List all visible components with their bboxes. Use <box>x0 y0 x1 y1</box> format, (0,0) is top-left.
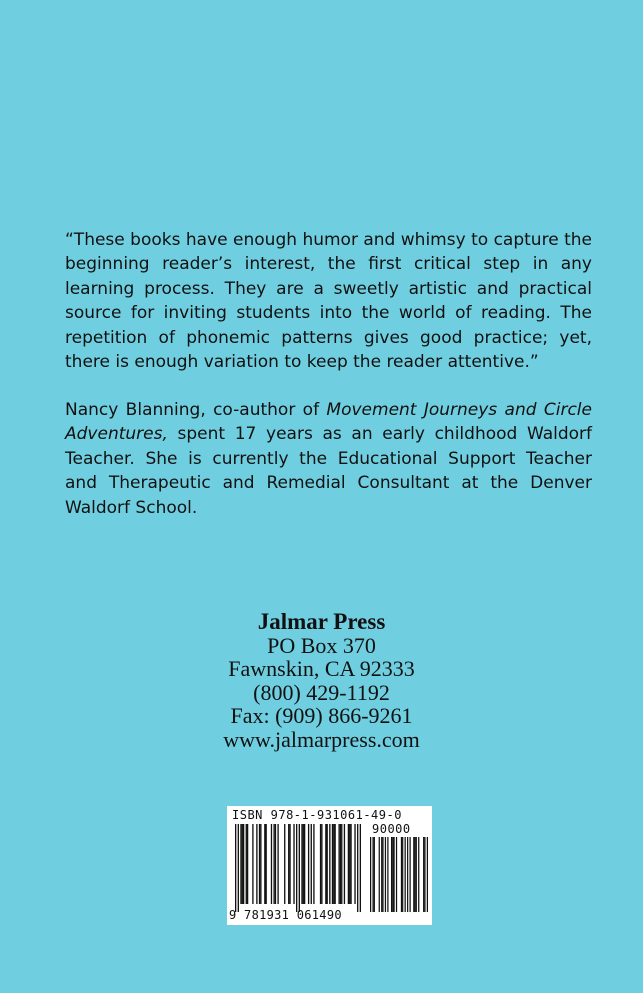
barcode-bar <box>293 824 294 904</box>
barcode-bar <box>338 824 339 904</box>
barcode-bar <box>357 824 358 912</box>
addon-bar <box>416 837 417 912</box>
barcode-bar <box>313 824 314 904</box>
review-quote: “These books have enough humor and whimsy to capture the beginning reader’s interest, the first critical step in any learning process. They are a sweetly artistic and practical source for inviting students into the world of reading. The repetition of phonemic patterns gives good practice; yet, there is enough variation to keep the reader attentive.” <box>65 230 592 373</box>
publisher-website: www.jalmarpress.com <box>223 726 420 752</box>
barcode-bar <box>264 824 265 904</box>
barcode-bar <box>243 824 244 904</box>
barcode-bar <box>277 824 278 904</box>
barcode-bar <box>340 824 341 904</box>
isbn-barcode <box>227 806 432 925</box>
publisher-name: Jalmar Press <box>257 609 386 634</box>
barcode-bar <box>354 824 355 904</box>
barcode-bar <box>252 824 253 904</box>
addon-bar <box>372 837 373 912</box>
barcode-bar <box>304 824 305 904</box>
barcode-bar <box>235 824 236 912</box>
barcode-bar <box>271 824 272 904</box>
barcode-bar <box>288 824 289 904</box>
barcode-bar <box>296 824 297 912</box>
barcode-bar <box>332 824 333 904</box>
isbn-text: ISBN 978-1-931061-49-0 <box>232 808 402 822</box>
addon-bar <box>401 837 402 912</box>
publisher-block <box>0 610 643 751</box>
barcode-bar <box>341 824 342 904</box>
publisher-city: Fawnskin, CA 92333 <box>228 656 415 681</box>
author-bio <box>65 398 592 520</box>
barcode-bar <box>321 824 322 904</box>
addon-bar <box>385 837 386 912</box>
barcode-bar <box>301 824 302 904</box>
addon-bar <box>424 837 425 912</box>
addon-bar <box>392 837 393 912</box>
bio-suffix: spent 17 years as an early childhood Waldorf Teacher. She is currently the Educational Support Teacher and Therapeutic and Remedial Consultant at the Denver Waldorf School. <box>65 424 592 518</box>
addon-bar <box>409 837 410 912</box>
ean-barcode-bars <box>235 824 361 912</box>
barcode-bar <box>349 824 350 904</box>
barcode-bar <box>246 824 247 904</box>
barcode-bar <box>289 824 290 904</box>
barcode-bar <box>333 824 334 904</box>
bio-book-title: Movement Journeys and Circle Adventures, <box>65 400 592 445</box>
addon-bar <box>413 837 414 912</box>
barcode-bar <box>344 824 345 904</box>
barcode-bar <box>266 824 267 904</box>
addon-barcode-bars <box>370 837 428 912</box>
barcode-bar <box>284 824 285 904</box>
price-code: 90000 <box>372 822 411 836</box>
ean-digits: 9 781931 061490 <box>229 908 342 922</box>
addon-bar <box>414 837 415 912</box>
addon-bar <box>427 837 428 912</box>
barcode-bar <box>242 824 243 904</box>
addon-bar <box>407 837 408 912</box>
barcode-bar <box>238 824 239 912</box>
barcode-bar <box>247 824 248 904</box>
addon-bar <box>382 837 383 912</box>
barcode-bar <box>273 824 274 904</box>
barcode-bar <box>299 824 300 912</box>
barcode-bar <box>303 824 304 904</box>
publisher-fax: Fax: (909) 866-9261 <box>230 703 413 728</box>
addon-bar <box>379 837 380 912</box>
barcode-bar <box>256 824 257 904</box>
addon-bar <box>381 837 382 912</box>
barcode-bar <box>327 824 328 904</box>
barcode-bar <box>260 824 261 904</box>
addon-bar <box>418 837 419 912</box>
addon-bar <box>374 837 375 912</box>
barcode-bar <box>320 824 321 904</box>
addon-bar <box>387 837 388 912</box>
barcode-bar <box>325 824 326 904</box>
barcode-bar <box>259 824 260 904</box>
addon-bar <box>396 837 397 912</box>
barcode-bar <box>275 824 276 904</box>
publisher-phone: (800) 429-1192 <box>253 679 390 705</box>
publisher-po-box: PO Box 370 <box>267 632 376 658</box>
addon-bar <box>393 837 394 912</box>
addon-bar <box>405 837 406 912</box>
barcode-bar <box>308 824 309 904</box>
addon-bar <box>370 837 371 912</box>
barcode-bar <box>329 824 330 904</box>
barcode-bar <box>240 824 241 904</box>
addon-bar <box>391 837 392 912</box>
barcode-bar <box>360 824 361 912</box>
barcode-bar <box>350 824 351 904</box>
barcode-bar <box>334 824 335 904</box>
addon-bar <box>423 837 424 912</box>
barcode-bar <box>311 824 312 904</box>
barcode-bar <box>348 824 349 904</box>
bio-prefix: Nancy Blanning, co-author of <box>65 400 327 420</box>
addon-bar <box>402 837 403 912</box>
